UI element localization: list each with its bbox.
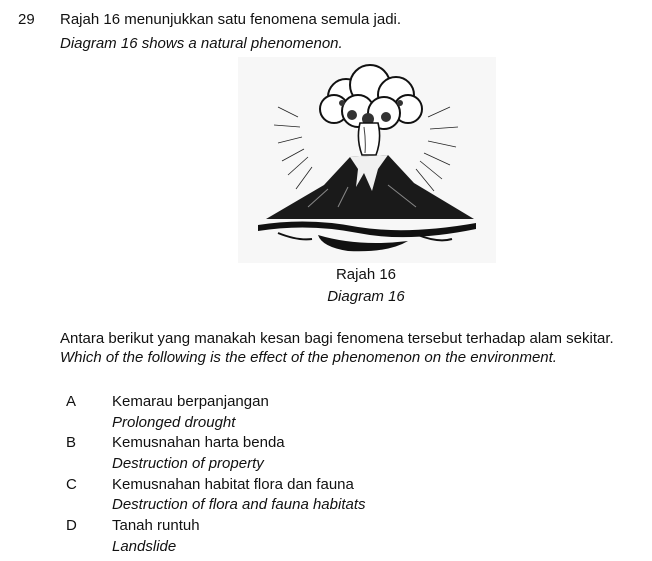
figure-caption-english: Diagram 16	[327, 288, 405, 305]
option-text-english: Prolonged drought	[112, 414, 236, 431]
question-number: 29	[18, 11, 35, 28]
option-letter: B	[66, 434, 77, 451]
question-stem-english: Diagram 16 shows a natural phenomenon.	[60, 35, 343, 52]
option-letter: A	[66, 393, 77, 410]
volcano-icon	[238, 57, 496, 263]
question-prompt-malay: Antara berikut yang manakah kesan bagi fenomena tersebut terhadap alam sekitar.	[60, 330, 614, 347]
option-letter: C	[66, 476, 77, 493]
question-stem-malay: Rajah 16 menunjukkan satu fenomena semula jadi.	[60, 11, 402, 28]
option-text-malay: Kemarau berpanjangan	[112, 393, 269, 410]
option-text-english: Landslide	[112, 538, 177, 555]
option-text-english: Destruction of property	[112, 455, 264, 472]
option-text-english: Destruction of flora and fauna habitats	[112, 496, 366, 513]
question-prompt-english: Which of the following is the effect of the phenomenon on the environment.	[60, 349, 557, 366]
option-text-malay: Tanah runtuh	[112, 517, 200, 534]
option-letter: D	[66, 517, 77, 534]
volcano-eruption-illustration	[238, 57, 496, 263]
figure-caption-malay: Rajah 16	[335, 266, 397, 283]
option-text-malay: Kemusnahan harta benda	[112, 434, 285, 451]
option-text-malay: Kemusnahan habitat flora dan fauna	[112, 476, 354, 493]
